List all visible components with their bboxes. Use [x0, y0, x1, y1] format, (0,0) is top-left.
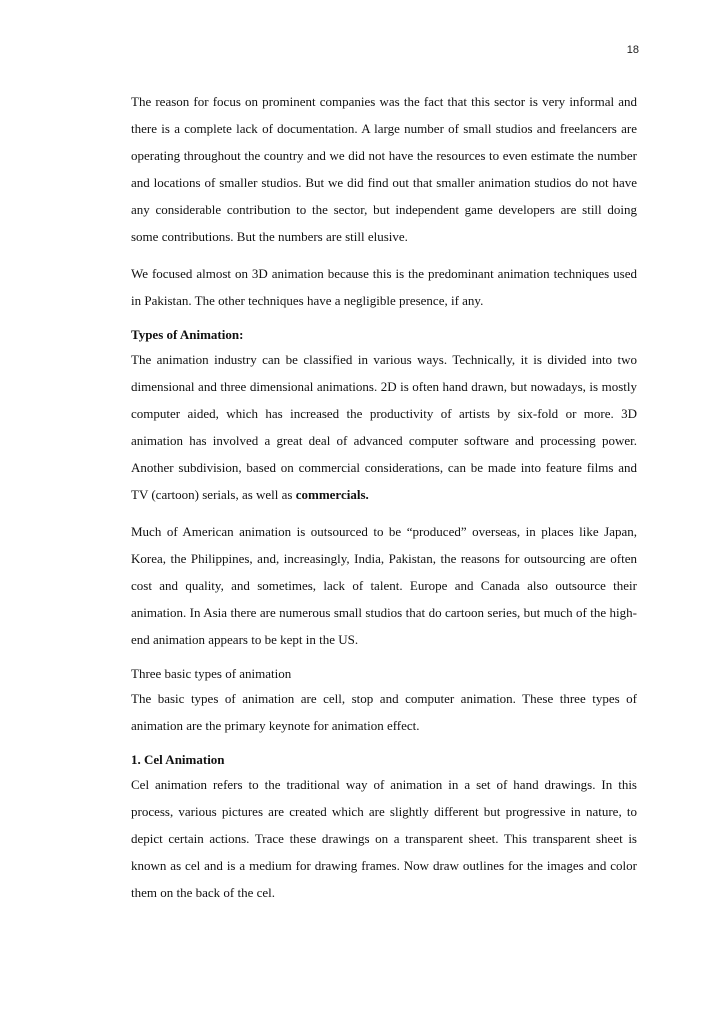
paragraph-3d-focus: We focused almost on 3D animation because this is the predominant animation techniques used in Pakistan. The other techniques have a negligible presence, if any.: [131, 266, 637, 308]
document-body: [131, 88, 637, 906]
paragraph-cel-animation: Cel animation refers to the traditional way of animation in a set of hand drawings. In this process, various pictures are created which are slightly different but progressive in nature, to depict certain actions. Trace these drawings on a transparent sheet. This transparent sheet is known as cel and is a medium for drawing frames. Now draw outlines for the images and color them on the back of the cel.: [131, 777, 637, 900]
section-heading-basic-types: Three basic types of animation: [131, 666, 292, 681]
paragraph-outsourcing: Much of American animation is outsourced to be “produced” overseas, in places like Japan, Korea, the Philippines, and, increasingly, India, Pakistan, the reasons for outsourcing are often cost and quality, and sometimes, lack of talent. Europe and Canada also outsource their animation. In Asia there are numerous small studios that do cartoon series, but much of the high-end animation appears to be kept in the US.: [131, 524, 637, 647]
classification-text: The animation industry can be classified in various ways. Technically, it is divided into two dimensional and three dimensional animations. 2D is often hand drawn, but nowadays, is mostly computer aided, which has increased the productivity of artists by six-fold or more. 3D animation has involved a great deal of advanced computer software and processing power. Another subdivision, based on commercial considerations, can be made into feature films and TV (cartoon) serials, as well as: [131, 352, 637, 502]
section-heading-types: Types of Animation:: [131, 327, 244, 342]
paragraph-classification: [131, 346, 637, 508]
paragraph-focus-reason: The reason for focus on prominent companies was the fact that this sector is very informal and there is a complete lack of documentation. A large number of small studios and freelancers are operating throughout the country and we did not have the resources to even estimate the number and locations of smaller studios. But we did find out that smaller animation studios do not have any considerable contribution to the sector, but independent game developers are still doing some contributions. But the numbers are still elusive.: [131, 94, 637, 244]
paragraph-basic-types: The basic types of animation are cell, stop and computer animation. These three types of animation are the primary keynote for animation effect.: [131, 691, 637, 733]
page-number: 18: [626, 44, 639, 56]
commercials-bold: commercials.: [295, 487, 369, 502]
section-heading-cel-animation: 1. Cel Animation: [131, 752, 225, 767]
